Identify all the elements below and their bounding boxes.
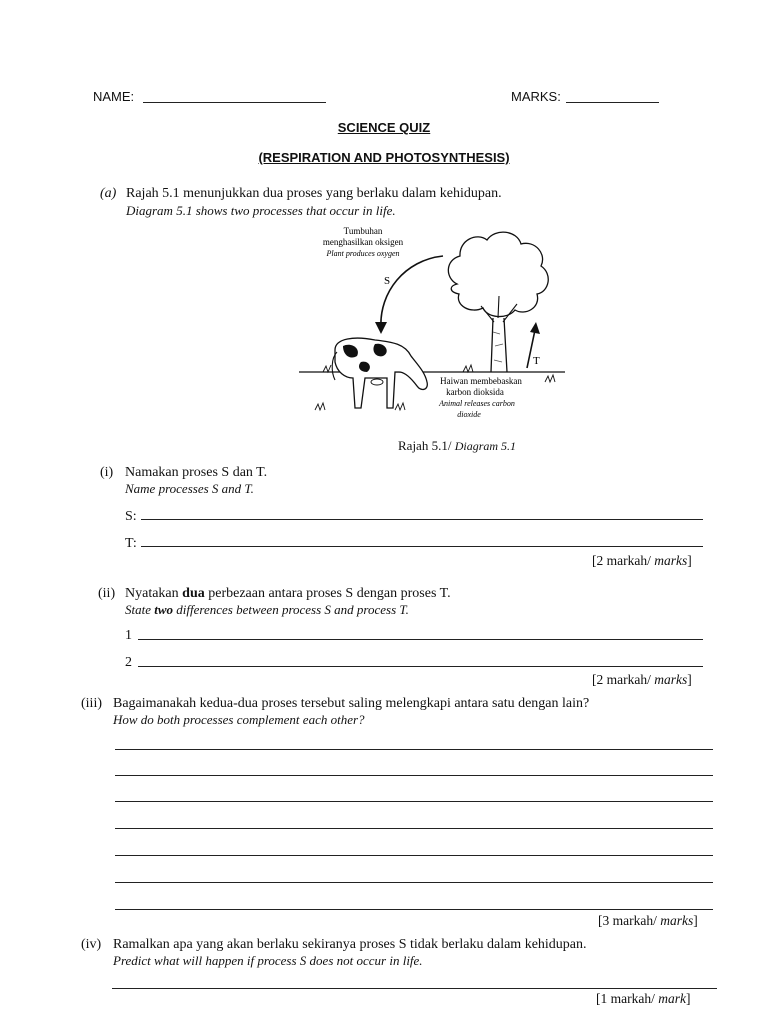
name-label: NAME: bbox=[93, 89, 135, 104]
quiz-subtitle: (RESPIRATION AND PHOTOSYNTHESIS) bbox=[258, 150, 510, 165]
q3-answer-line[interactable] bbox=[115, 775, 713, 776]
q1-text-en: Name processes S and T. bbox=[125, 481, 254, 496]
q2-marks: [2 markah/ marks] bbox=[592, 672, 692, 687]
arrow-s-head-icon bbox=[375, 322, 387, 334]
q4-marks: [1 markah/ mark] bbox=[596, 991, 691, 1006]
q3-answer-line[interactable] bbox=[115, 882, 713, 883]
part-a-intro-ms: Rajah 5.1 menunjukkan dua proses yang berlaku dalam kehidupan. bbox=[126, 186, 502, 201]
q4-number: (iv) bbox=[81, 937, 102, 952]
animal-label-ms-1: Haiwan membebaskan bbox=[440, 376, 522, 386]
part-a-intro-en: Diagram 5.1 shows two processes that occur in life. bbox=[126, 203, 396, 218]
q2-answer-line-2[interactable] bbox=[138, 666, 703, 667]
q3-text-ms: Bagaimanakah kedua-dua proses tersebut saling melengkapi antara satu dengan lain? bbox=[113, 696, 590, 711]
q3-answer-line[interactable] bbox=[115, 749, 713, 750]
caption-ms: Rajah 5.1/ bbox=[398, 438, 452, 453]
q3-answer-line[interactable] bbox=[115, 855, 713, 856]
q3-text-en: How do both processes complement each other? bbox=[113, 712, 365, 727]
animal-label-ms-2: karbon dioksida bbox=[446, 387, 504, 397]
q3-marks: [3 markah/ marks] bbox=[598, 913, 698, 928]
plant-label-ms-1: Tumbuhan bbox=[343, 226, 383, 236]
name-field[interactable] bbox=[143, 102, 326, 103]
quiz-title: SCIENCE QUIZ bbox=[337, 120, 431, 135]
part-a-label: (a) bbox=[100, 186, 117, 201]
q2-line-1-label: 1 bbox=[125, 628, 132, 643]
q4-text-en: Predict what will happen if process S does not occur in life. bbox=[113, 953, 423, 968]
plant-label-ms-2: menghasilkan oksigen bbox=[322, 237, 404, 247]
q3-answer-line[interactable] bbox=[115, 909, 713, 910]
cow-icon bbox=[332, 338, 427, 408]
q1-line-t-label: T: bbox=[125, 536, 137, 551]
tree-icon bbox=[448, 232, 548, 372]
arrow-t-label: T bbox=[533, 355, 540, 367]
q1-text-ms: Namakan proses S dan T. bbox=[125, 465, 268, 480]
marks-field[interactable] bbox=[566, 102, 659, 103]
arrow-s-icon bbox=[381, 256, 443, 328]
animal-label-en-2: dioxide bbox=[457, 410, 481, 419]
q1-line-s-label: S: bbox=[125, 509, 137, 524]
q4-answer-line[interactable] bbox=[112, 988, 717, 989]
animal-label-en-1: Animal releases carbon bbox=[439, 399, 515, 408]
q3-answer-line[interactable] bbox=[115, 801, 713, 802]
arrow-s-label: S bbox=[384, 275, 391, 287]
marks-label: MARKS: bbox=[511, 89, 561, 104]
caption-en: Diagram 5.1 bbox=[454, 439, 517, 453]
q2-text-ms: Nyatakan dua perbezaan antara proses S dengan proses T. bbox=[125, 586, 451, 601]
q1-answer-line-t[interactable] bbox=[141, 546, 703, 547]
q3-number: (iii) bbox=[81, 696, 102, 711]
q2-answer-line-1[interactable] bbox=[138, 639, 703, 640]
q4-text-ms: Ramalkan apa yang akan berlaku sekiranya proses S tidak berlaku dalam kehidupan. bbox=[113, 937, 587, 952]
q2-number: (ii) bbox=[98, 586, 116, 601]
arrow-t-head-icon bbox=[530, 322, 540, 334]
plant-label-en: Plant produces oxygen bbox=[326, 249, 400, 258]
q1-answer-line-s[interactable] bbox=[141, 519, 703, 520]
q3-answer-line[interactable] bbox=[115, 828, 713, 829]
q2-line-2-label: 2 bbox=[125, 655, 132, 670]
q2-text-en: State two differences between process S and process T. bbox=[125, 602, 409, 617]
q1-marks: [2 markah/ marks] bbox=[592, 553, 692, 568]
diagram-caption bbox=[398, 438, 516, 454]
diagram-5-1 bbox=[295, 222, 585, 428]
q1-number: (i) bbox=[100, 465, 114, 480]
